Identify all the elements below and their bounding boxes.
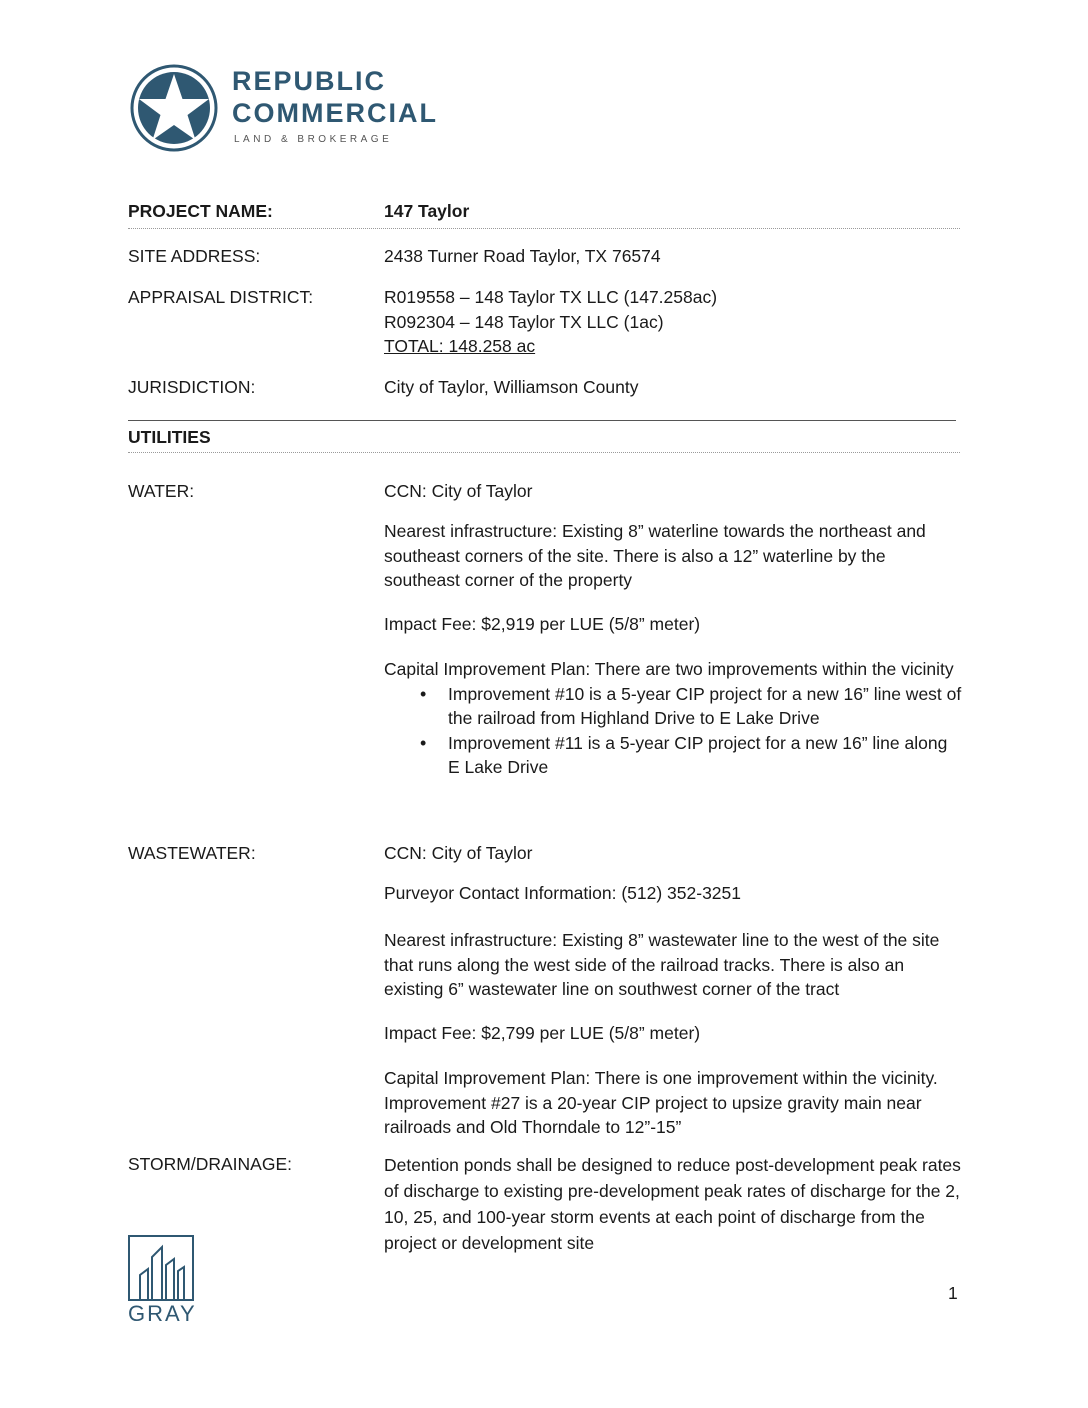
water-cip-intro: Capital Improvement Plan: There are two improvements within the vicinity bbox=[384, 659, 954, 679]
wastewater-infrastructure: Nearest infrastructure: Existing 8” wastewater line to the west of the site that runs along the west side of the railroad tracks. There is also an existing 6” wastewater line on southwest corner of the tract bbox=[384, 930, 940, 999]
list-item: • Improvement #10 is a 5-year CIP project for a new 16” line west of the railroad from Highland Drive to E Lake Drive bbox=[384, 682, 962, 731]
appraisal-total: TOTAL: 148.258 ac bbox=[384, 336, 536, 356]
wastewater-label: WASTEWATER: bbox=[128, 843, 256, 863]
wastewater-impact-fee: Impact Fee: $2,799 per LUE (5/8” meter) bbox=[384, 1023, 701, 1043]
appraisal-line-2: R092304 – 148 Taylor TX LLC (1ac) bbox=[384, 311, 664, 332]
water-ccn: CCN: City of Taylor bbox=[384, 481, 533, 501]
gray-logo-text: GRAY bbox=[128, 1301, 197, 1326]
section-divider bbox=[128, 420, 956, 421]
wastewater-cip: Capital Improvement Plan: There is one improvement within the vicinity. Improvement #27 is a 20-year CIP project to upsize gravity main near railroads and Old Thorndale to 12”-15” bbox=[384, 1068, 938, 1137]
site-address-label: SITE ADDRESS: bbox=[128, 246, 261, 266]
water-cip bbox=[384, 657, 962, 780]
project-name-value: 147 Taylor bbox=[384, 201, 470, 221]
divider bbox=[128, 228, 960, 229]
logo-line-tagline: LAND & BROKERAGE bbox=[234, 134, 393, 145]
appraisal-district-label: APPRAISAL DISTRICT: bbox=[128, 287, 314, 307]
storm-drainage-text: Detention ponds shall be designed to reduce post-development peak rates of discharge to existing pre-development peak rates of discharge for the 2, 10, 25, and 100-year storm events at each point of discharge from the project or development site bbox=[384, 1155, 961, 1253]
water-label: WATER: bbox=[128, 481, 195, 501]
storm-drainage-label: STORM/DRAINAGE: bbox=[128, 1154, 293, 1174]
project-name-label: PROJECT NAME: bbox=[128, 201, 273, 221]
jurisdiction-value: City of Taylor, Williamson County bbox=[384, 377, 639, 397]
list-item: • Improvement #11 is a 5-year CIP project for a new 16” line along E Lake Drive bbox=[384, 731, 962, 780]
star-seal-icon bbox=[130, 64, 218, 152]
republic-commercial-logo bbox=[128, 62, 488, 154]
jurisdiction-label: JURISDICTION: bbox=[128, 377, 256, 397]
water-impact-fee: Impact Fee: $2,919 per LUE (5/8” meter) bbox=[384, 614, 701, 634]
water-cip-list bbox=[384, 682, 962, 780]
appraisal-district-value bbox=[384, 285, 962, 359]
site-address-value: 2438 Turner Road Taylor, TX 76574 bbox=[384, 246, 661, 266]
appraisal-line-1: R019558 – 148 Taylor TX LLC (147.258ac) bbox=[384, 287, 718, 307]
page-number: 1 bbox=[948, 1283, 958, 1303]
water-infrastructure: Nearest infrastructure: Existing 8” waterline towards the northeast and southeast corners of the site. There is also a 12” waterline by the southeast corner of the property bbox=[384, 521, 926, 590]
logo-line-commercial: COMMERCIAL bbox=[232, 98, 438, 128]
logo-line-republic: REPUBLIC bbox=[232, 66, 387, 96]
gray-buildings-icon bbox=[128, 1235, 196, 1303]
utilities-heading: UTILITIES bbox=[128, 427, 211, 447]
gray-logo bbox=[128, 1235, 196, 1327]
wastewater-ccn: CCN: City of Taylor bbox=[384, 843, 533, 863]
divider bbox=[128, 452, 960, 453]
wastewater-contact: Purveyor Contact Information: (512) 352-3251 bbox=[384, 883, 741, 903]
